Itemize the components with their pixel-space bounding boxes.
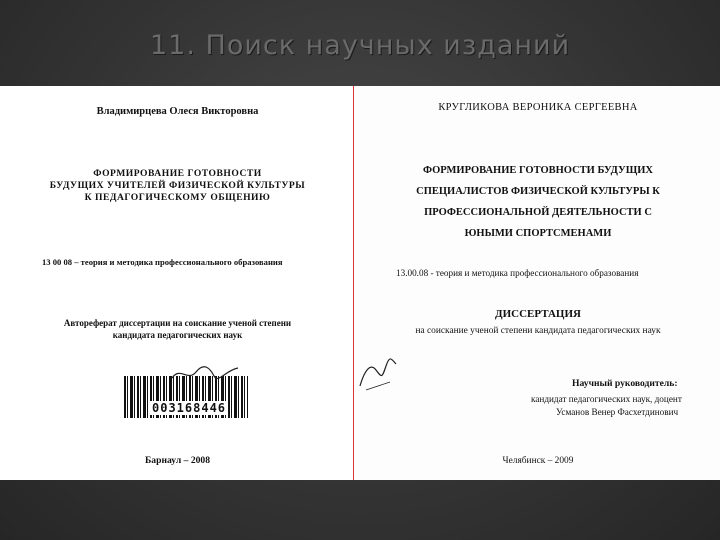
right-specialty: 13.00.08 - теория и методика профессионального образования (396, 268, 639, 278)
right-page-dissertation (356, 86, 720, 480)
left-title-line: БУДУЩИХ УЧИТЕЛЕЙ ФИЗИЧЕСКОЙ КУЛЬТУРЫ (49, 180, 306, 191)
right-title-line: ФОРМИРОВАНИЕ ГОТОВНОСТИ БУДУЩИХ (422, 165, 654, 176)
supervisor-rank: кандидат педагогических наук, доцент (531, 394, 682, 404)
left-doc-type-line: кандидата педагогических наук (112, 330, 243, 340)
right-title-line: ЮНЫМИ СПОРТСМЕНАМИ (464, 228, 612, 239)
left-title-line: К ПЕДАГОГИЧЕСКОМУ ОБЩЕНИЮ (84, 192, 271, 203)
left-doc-type (0, 317, 355, 341)
left-title (0, 168, 355, 204)
scanned-pages (0, 86, 720, 480)
left-page-autoreferat (0, 86, 355, 480)
left-doc-type-line: Автореферат диссертации на соискание ученой степени (63, 318, 292, 328)
right-degree: на соискание ученой степени кандидата педагогических наук (415, 326, 661, 336)
right-city-year: Челябинск – 2009 (502, 456, 574, 466)
left-title-line: ФОРМИРОВАНИЕ ГОТОВНОСТИ (93, 168, 262, 179)
left-city-year: Барнаул – 2008 (144, 455, 211, 466)
slide-title: 11. Поиск научных изданий (150, 30, 571, 61)
right-doc-type: ДИССЕРТАЦИЯ (495, 308, 581, 320)
right-author: КРУГЛИКОВА ВЕРОНИКА СЕРГЕЕВНА (438, 102, 638, 113)
signature-mark (170, 364, 240, 384)
right-title-line: СПЕЦИАЛИСТОВ ФИЗИЧЕСКОЙ КУЛЬТУРЫ К (416, 186, 660, 197)
page-separator (353, 86, 354, 480)
right-title (356, 160, 720, 244)
barcode-number: 003168446 (152, 401, 227, 415)
supervisor-name: Усманов Венер Фасхетдинович (556, 407, 679, 417)
left-specialty: 13 00 08 – теория и методика профессионального образования (42, 257, 283, 267)
right-title-line: ПРОФЕССИОНАЛЬНОЙ ДЕЯТЕЛЬНОСТИ С (424, 207, 652, 218)
handwritten-signature (356, 352, 398, 392)
supervisor-label: Научный руководитель: (572, 378, 678, 389)
left-author: Владимирцева Олеся Викторовна (96, 106, 259, 117)
